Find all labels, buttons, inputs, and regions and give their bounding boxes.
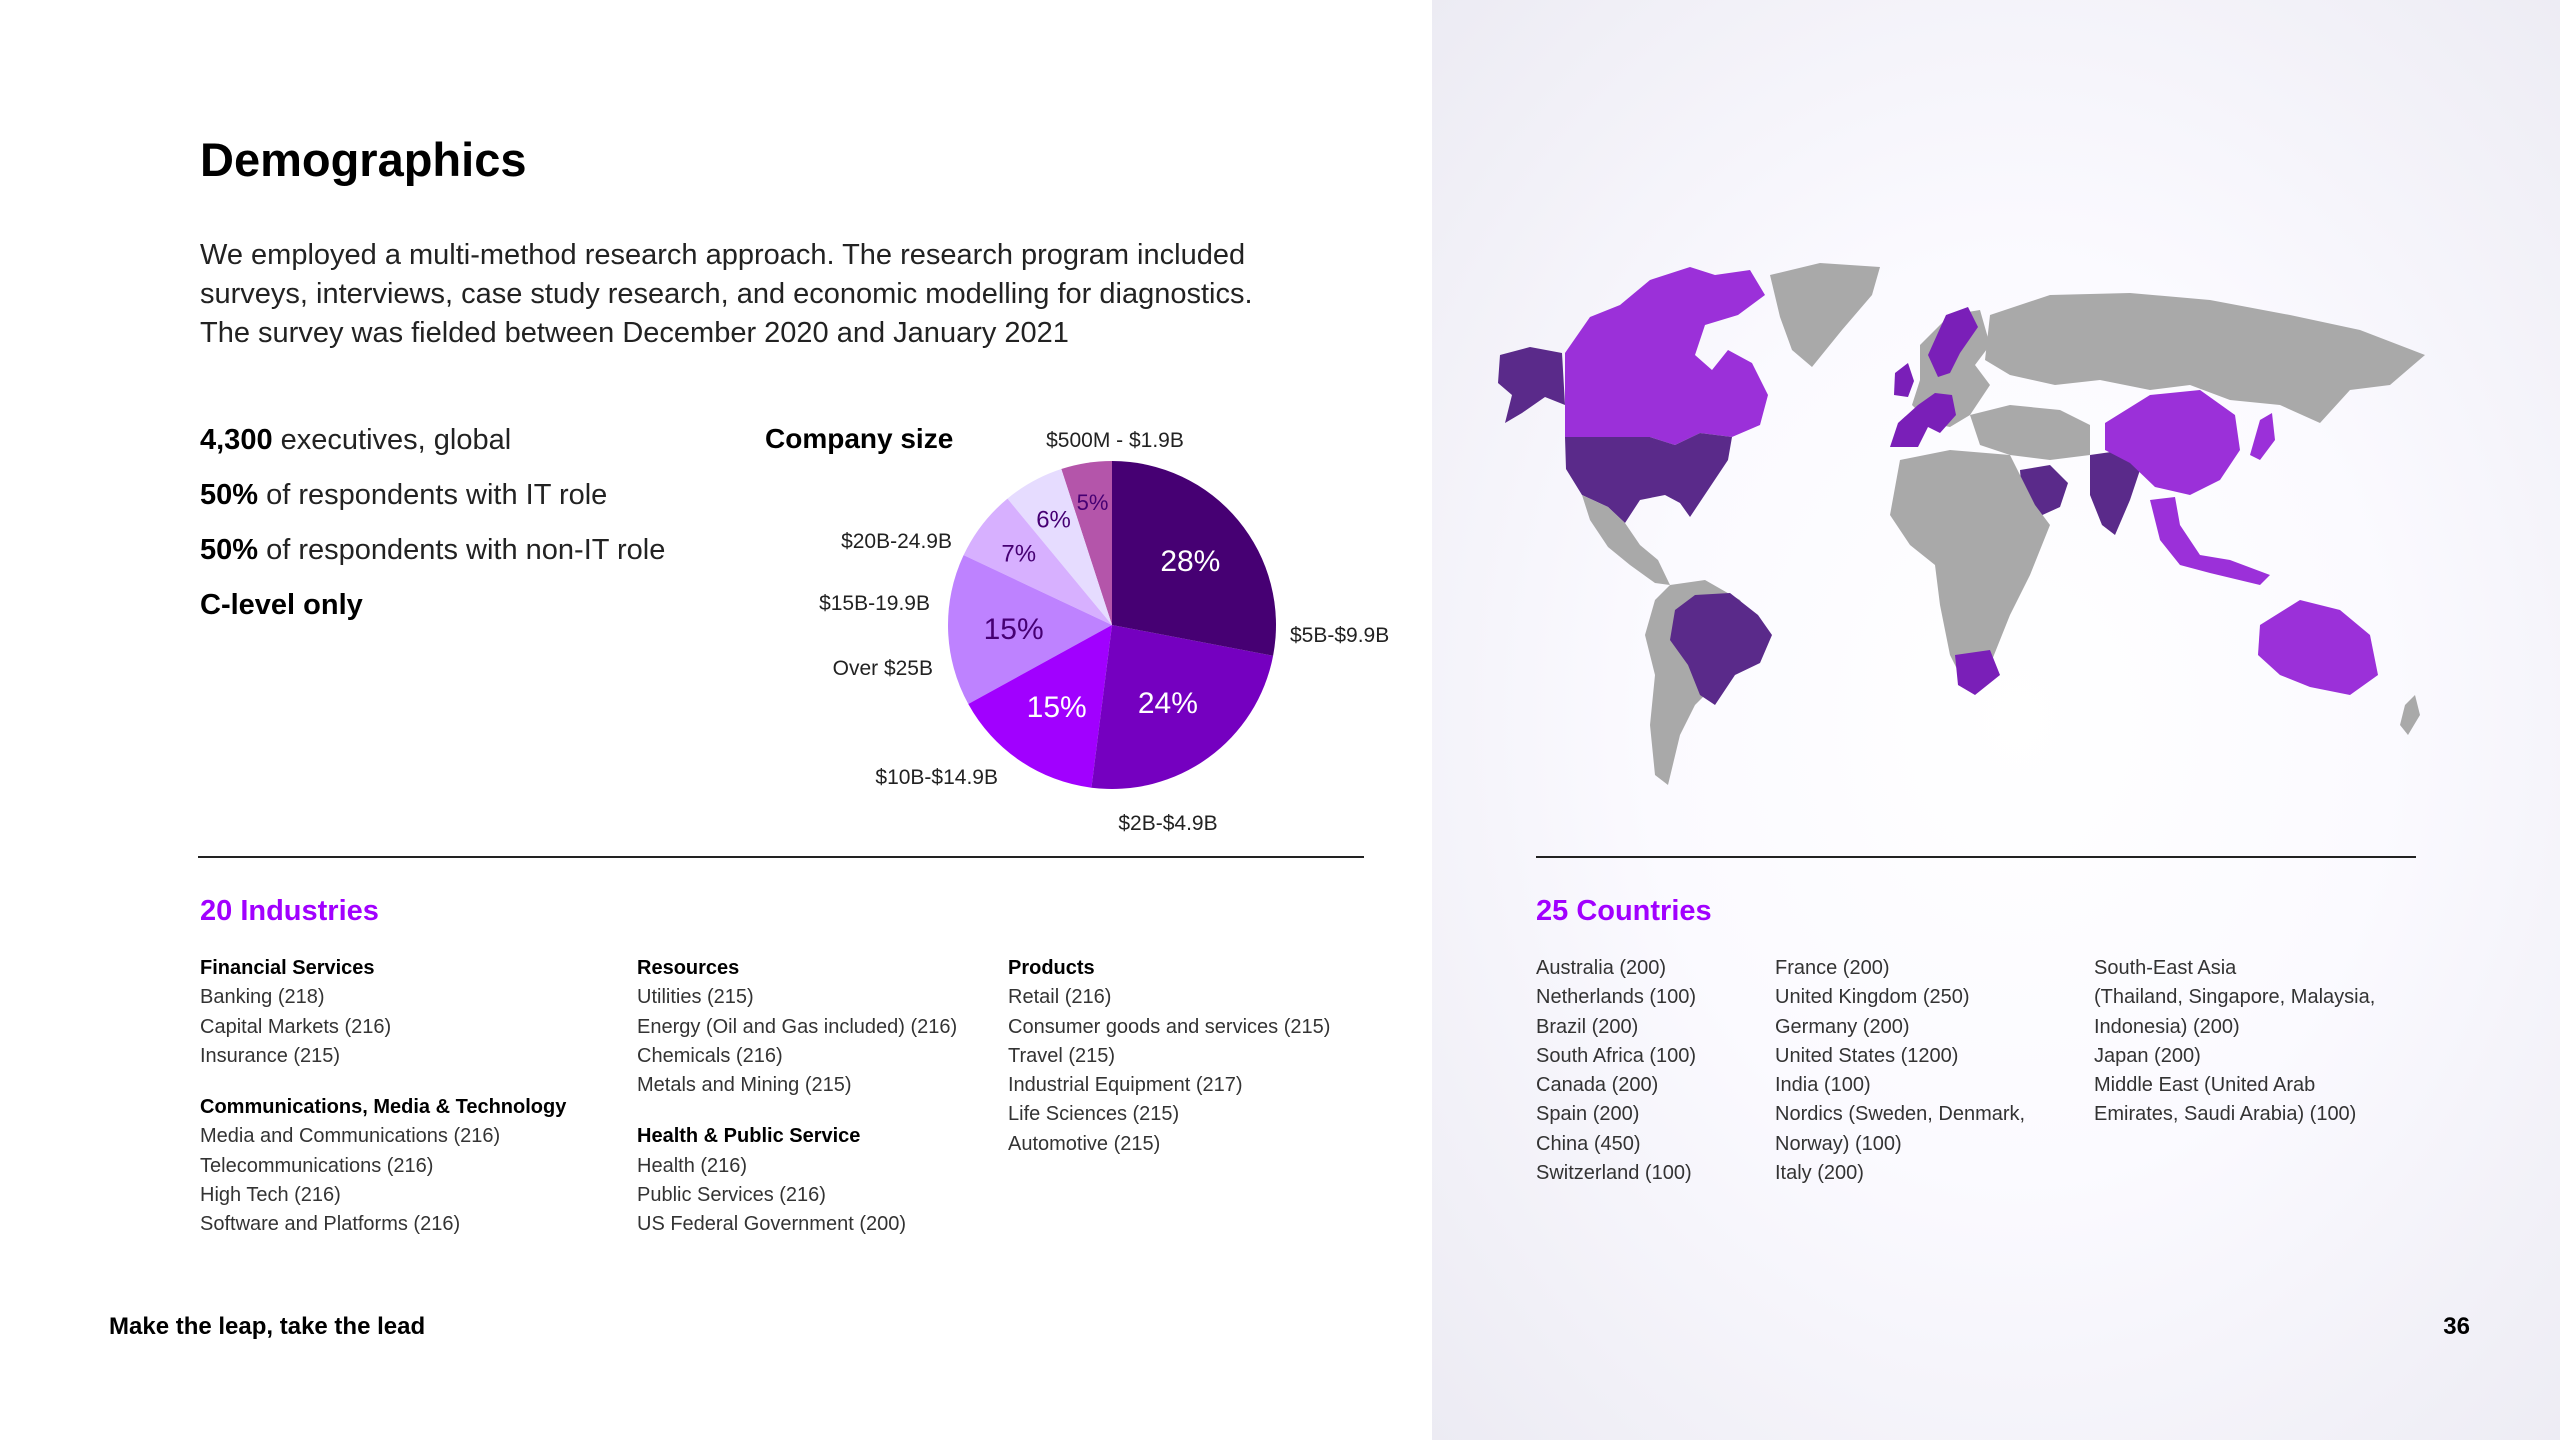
country-item: China (450) <box>1536 1132 1641 1155</box>
country-item: Middle East (United Arab <box>2094 1074 2316 1097</box>
intro-paragraph <box>200 236 1300 353</box>
pie-slice-percent-label: 24% <box>1137 686 1198 720</box>
industry-item: Banking (218) <box>200 986 325 1009</box>
world-map-icon <box>1490 255 2440 815</box>
country-item: Norway) (100) <box>1775 1132 1902 1155</box>
divider-right <box>1536 856 2416 858</box>
industry-item: Utilities (215) <box>637 986 754 1009</box>
industry-group-title: Financial Services <box>200 957 375 979</box>
country-item: Netherlands (100) <box>1536 986 1697 1009</box>
fact-text: executives, global <box>272 424 512 456</box>
fact-number: 4,300 <box>200 424 273 456</box>
country-item: India (100) <box>1775 1074 1871 1097</box>
pie-slice-category-label: $2B-$4.9B <box>1118 812 1218 835</box>
pie-slice-category-label: $5B-$9.9B <box>1290 624 1390 647</box>
industry-item: US Federal Government (200) <box>637 1213 907 1236</box>
country-item: Germany (200) <box>1775 1015 1910 1038</box>
australia-shape <box>2258 600 2378 695</box>
pie-slice-category-label: $15B-19.9B <box>819 592 930 615</box>
intro-line: surveys, interviews, case study research, and economic modelling for diagnostics. <box>200 278 1253 310</box>
industry-item: Telecommunications (216) <box>200 1154 434 1177</box>
fact-non-it-role <box>200 530 665 585</box>
industries-column-3 <box>1008 954 1330 1159</box>
fact-text: of respondents with IT role <box>258 479 608 511</box>
industries-title: 20 Industries <box>200 895 379 927</box>
industry-item: Media and Communications (216) <box>200 1125 501 1148</box>
countries-column-1 <box>1536 954 1696 1188</box>
industry-item: High Tech (216) <box>200 1184 341 1207</box>
intro-line: The survey was fielded between December 2020 and January 2021 <box>200 317 1069 349</box>
industry-item: Travel (215) <box>1008 1044 1116 1067</box>
country-item: Indonesia) (200) <box>2094 1015 2240 1038</box>
industry-item: Software and Platforms (216) <box>200 1213 461 1236</box>
country-item: Brazil (200) <box>1536 1015 1639 1038</box>
pie-slice-category-label: $20B-24.9B <box>841 530 952 553</box>
pie-slice-percent-label: 7% <box>1001 540 1037 568</box>
industry-item: Chemicals (216) <box>637 1044 783 1067</box>
fact-text: of respondents with non-IT role <box>258 534 666 566</box>
industry-item: Life Sciences (215) <box>1008 1103 1180 1126</box>
key-facts <box>200 420 665 640</box>
industry-group-title: Resources <box>637 957 740 979</box>
industries-column-2 <box>637 954 957 1240</box>
page-number: 36 <box>2443 1313 2470 1340</box>
company-size-pie-chart <box>740 405 1420 855</box>
industry-item: Automotive (215) <box>1008 1132 1161 1155</box>
pie-slice-percent-label: 5% <box>1076 489 1109 515</box>
pie-slice-category-label: $10B-$14.9B <box>875 766 998 789</box>
industry-item: Health (216) <box>637 1154 748 1177</box>
canada-shape <box>1565 267 1768 445</box>
fact-executives <box>200 420 665 475</box>
central-asia-shape <box>1970 405 2090 460</box>
pie-slice-category-label: $500M - $1.9B <box>1046 429 1184 452</box>
industry-group-title: Communications, Media & Technology <box>200 1096 567 1119</box>
countries-column-2 <box>1775 954 2025 1188</box>
divider-left <box>198 856 1364 858</box>
country-item: South-East Asia <box>2094 957 2237 979</box>
fact-number: C-level only <box>200 589 363 621</box>
country-item: Australia (200) <box>1536 957 1667 979</box>
japan-shape <box>2250 413 2275 460</box>
countries-title: 25 Countries <box>1536 895 1712 927</box>
country-item: Italy (200) <box>1775 1162 1864 1185</box>
chart-title: Company size <box>765 423 954 454</box>
industry-item: Insurance (215) <box>200 1044 341 1067</box>
pie-slice-category-label: Over $25B <box>832 657 933 680</box>
industry-item: Consumer goods and services (215) <box>1008 1015 1331 1038</box>
country-item: Switzerland (100) <box>1536 1162 1692 1185</box>
industries-column-1 <box>200 954 566 1240</box>
intro-line: We employed a multi-method research approach. The research program included <box>200 239 1246 271</box>
new-zealand-shape <box>2400 695 2420 735</box>
footer-tagline: Make the leap, take the lead <box>109 1313 426 1340</box>
fact-number: 50% <box>200 479 259 511</box>
country-item: United States (1200) <box>1775 1044 1959 1067</box>
country-item: South Africa (100) <box>1536 1044 1697 1067</box>
country-item: Canada (200) <box>1536 1074 1659 1097</box>
country-item: Spain (200) <box>1536 1103 1640 1126</box>
page-title: Demographics <box>200 133 527 186</box>
country-item: Nordics (Sweden, Denmark, <box>1775 1103 2026 1126</box>
uk-shape <box>1894 363 1914 397</box>
industry-group-title: Products <box>1008 957 1095 979</box>
industry-group-title: Health & Public Service <box>637 1125 861 1148</box>
country-item: United Kingdom (250) <box>1775 986 1970 1009</box>
country-item: France (200) <box>1775 957 1890 979</box>
industry-item: Retail (216) <box>1008 986 1112 1009</box>
industry-item: Public Services (216) <box>637 1184 826 1207</box>
pie-slice-percent-label: 28% <box>1160 544 1221 578</box>
pie-slice-percent-label: 15% <box>983 612 1044 646</box>
fact-c-level <box>200 585 665 640</box>
industry-item: Energy (Oil and Gas included) (216) <box>637 1015 958 1038</box>
alaska-shape <box>1498 347 1565 423</box>
pie-slice-percent-label: 6% <box>1036 506 1071 534</box>
countries-column-3 <box>2094 954 2375 1130</box>
country-item: Emirates, Saudi Arabia) (100) <box>2094 1103 2357 1126</box>
industry-item: Capital Markets (216) <box>200 1015 392 1038</box>
industry-item: Metals and Mining (215) <box>637 1074 852 1097</box>
industry-item: Industrial Equipment (217) <box>1008 1074 1243 1097</box>
southeast-asia-shape <box>2150 497 2270 585</box>
country-item: (Thailand, Singapore, Malaysia, <box>2094 986 2376 1009</box>
country-item: Japan (200) <box>2094 1044 2201 1067</box>
greenland-shape <box>1770 263 1880 367</box>
pie-slice-percent-label: 15% <box>1026 691 1087 725</box>
fact-it-role <box>200 475 665 530</box>
fact-number: 50% <box>200 534 259 566</box>
